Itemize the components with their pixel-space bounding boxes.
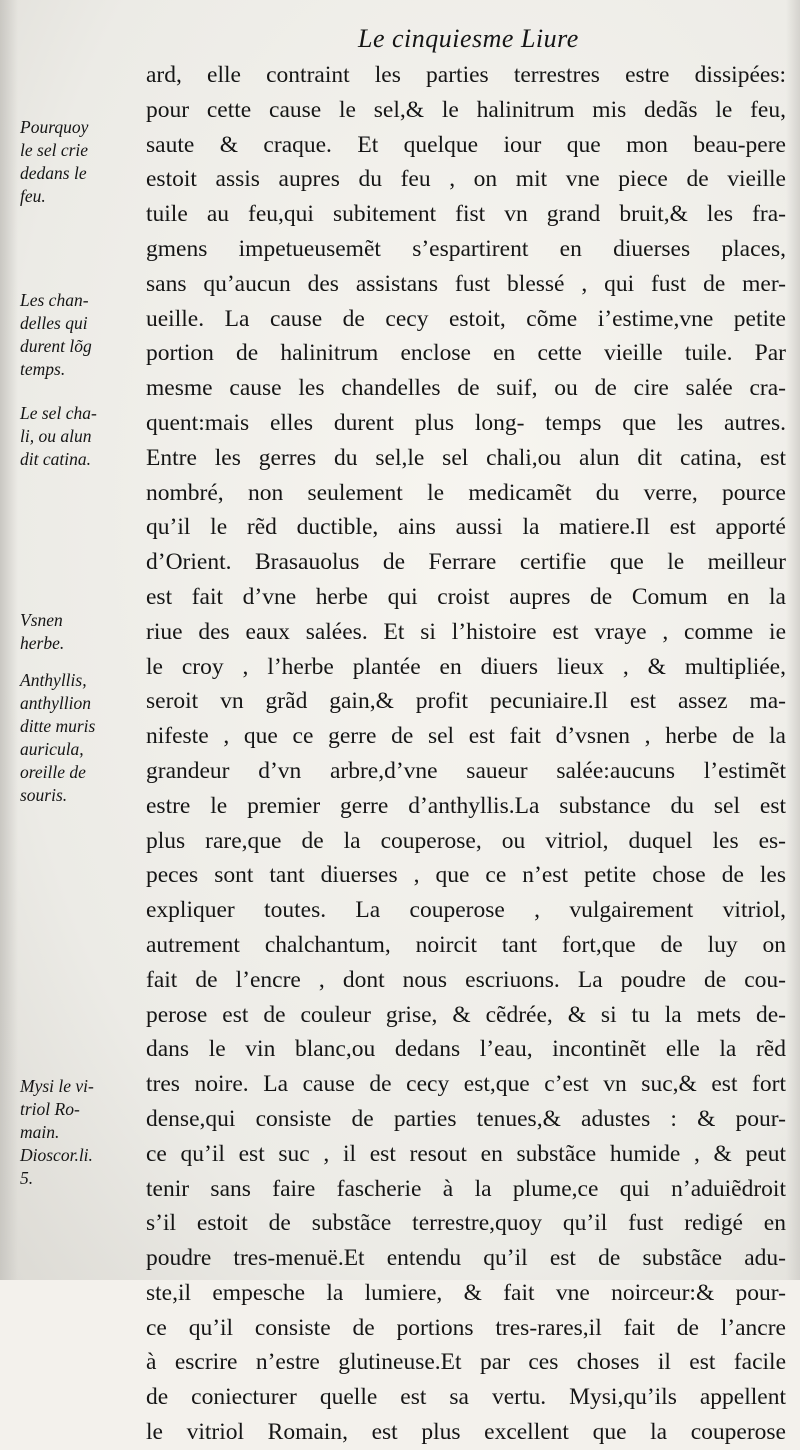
margin-note-line: anthyllion	[20, 693, 91, 713]
text-line: est fait d’vne herbe qui croist aupres de Comum en la	[146, 583, 786, 610]
page-gutter-shadow	[0, 0, 18, 1280]
margin-note-line: Vsnen	[20, 610, 63, 630]
running-title: Le cinquiesme Liure	[358, 24, 579, 53]
margin-note-sel-chali	[20, 402, 97, 471]
margin-note-pourquoy	[20, 116, 88, 208]
text-line: estre le premier gerre d’anthyllis.La substance du sel est	[146, 792, 786, 819]
margin-note-vsnen	[20, 609, 64, 655]
text-line: quent:mais elles durent plus long- temps que les autres.	[146, 409, 786, 436]
text-line: portion de halinitrum enclose en cette vieille tuile. Par	[146, 340, 786, 367]
margin-note-line: triol Ro-	[20, 1099, 80, 1119]
text-line: ueille. La cause de cecy estoit, cõme i’estime,vne petite	[146, 305, 786, 332]
margin-note-mysi	[20, 1075, 94, 1190]
text-line: expliquer toutes. La couperose , vulgairement vitriol,	[146, 897, 786, 924]
text-line: le croy , l’herbe plantée en diuers lieux , & multipliée,	[146, 653, 786, 680]
text-line: Entre les gerres du sel,le sel chali,ou alun dit catina, est	[146, 444, 786, 471]
text-line: d’Orient. Brasauolus de Ferrare certifie que le meilleur	[146, 549, 786, 576]
margin-note-line: Mysi le vi-	[20, 1076, 94, 1096]
text-line: sans qu’aucun des assistans fust blessé , qui fust de mer-	[146, 270, 786, 297]
text-line: tres noire. La cause de cecy est,que c’est vn suc,& est fort	[146, 1071, 786, 1098]
text-line: le vitriol Romain, est plus excellent que la couperose	[146, 1419, 786, 1446]
margin-note-line: main.	[20, 1122, 60, 1142]
text-line: grandeur d’vn arbre,d’vne saueur salée:aucuns l’estimẽt	[146, 757, 786, 784]
text-line: ard, elle contraint les parties terrestres estre dissipées:	[146, 62, 786, 88]
text-line: mesme cause les chandelles de suif, ou de cire salée cra-	[146, 375, 786, 402]
text-line: ce qu’il consiste de portions tres-rares,il fait de l’ancre	[146, 1314, 786, 1341]
margin-note-line: Dioscor.li.	[20, 1145, 93, 1165]
margin-note-line: Le sel cha-	[20, 403, 97, 423]
margin-note-line: feu.	[20, 186, 46, 206]
margin-note-line: Anthyllis,	[20, 670, 87, 690]
text-line: fait de l’encre , dont nous escriuons. La poudre de cou-	[146, 966, 786, 993]
margin-note-line: dit catina.	[20, 449, 91, 469]
margin-note-line: Les chan-	[20, 290, 89, 310]
text-line: riue des eaux salées. Et si l’histoire est vraye , comme ie	[146, 618, 786, 645]
margin-note-line: 5.	[20, 1168, 34, 1188]
page-header	[0, 24, 800, 58]
margin-note-line: dedans le	[20, 163, 87, 183]
text-line: s’il estoit de substãce terrestre,quoy qu’il fust redigé en	[146, 1210, 786, 1237]
text-line: autrement chalchantum, noircit tant fort,que de luy on	[146, 931, 786, 958]
text-line: qu’il le rẽd ductible, ains aussi la matiere.Il est apporté	[146, 514, 786, 541]
text-line: nifeste , que ce gerre de sel est fait d’vsnen , herbe de la	[146, 723, 786, 750]
margin-note-line: durent lõg	[20, 336, 92, 356]
margin-note-line: temps.	[20, 359, 66, 379]
text-line: pour cette cause le sel,& le halinitrum mis dedãs le feu,	[146, 96, 786, 123]
margin-note-line: souris.	[20, 785, 68, 805]
margin-note-line: le sel crie	[20, 140, 89, 160]
text-line: nombré, non seulement le medicamẽt du verre, pource	[146, 479, 786, 506]
margin-note-line: ditte muris	[20, 716, 96, 736]
body-text	[146, 58, 786, 1450]
text-line: de coniecturer quelle est sa vertu. Mysi,qu’ils appellent	[146, 1384, 786, 1411]
margin-note-line: Pourquoy	[20, 117, 89, 137]
text-line: saute & craque. Et quelque iour que mon beau-pere	[146, 131, 786, 158]
margin-note-anthyllis	[20, 669, 95, 807]
text-line: poudre tres-menuë.Et entendu qu’il est de substãce adu-	[146, 1245, 786, 1272]
margin-note-line: li, ou alun	[20, 426, 92, 446]
text-line: perose est de couleur grise, & cẽdrée, & si tu la mets de-	[146, 1001, 786, 1028]
text-line: plus rare,que de la couperose, ou vitriol, duquel les es-	[146, 827, 786, 854]
text-line: tuile au feu,qui subitement fist vn grand bruit,& les fra-	[146, 201, 786, 228]
text-line: à escrire n’estre glutineuse.Et par ces choses il est facile	[146, 1349, 786, 1376]
margin-note-line: oreille de	[20, 762, 86, 782]
text-line: gmens impetueusemẽt s’espartirent en diuerses places,	[146, 235, 786, 262]
text-line: dense,qui consiste de parties tenues,& adustes : & pour-	[146, 1105, 786, 1132]
text-line: ste,il empesche la lumiere, & fait vne noirceur:& pour-	[146, 1279, 786, 1306]
text-line: ce qu’il est suc , il est resout en substãce humide , & peut	[146, 1140, 786, 1167]
margin-note-line: herbe.	[20, 633, 65, 653]
page-edge-shadow	[786, 0, 800, 1280]
margin-note-chandelles	[20, 289, 92, 381]
margin-note-line: delles qui	[20, 313, 88, 333]
text-line: tenir sans faire fascherie à la plume,ce qui n’aduiẽdroit	[146, 1175, 786, 1202]
text-line: peces sont tant diuerses , que ce n’est petite chose de les	[146, 862, 786, 889]
text-line: dans le vin blanc,ou dedans l’eau, incontinẽt elle la rẽd	[146, 1036, 786, 1063]
text-line: estoit assis aupres du feu , on mit vne piece de vieille	[146, 166, 786, 193]
margin-note-line: auricula,	[20, 739, 84, 759]
text-line: seroit vn grãd gain,& profit pecuniaire.Il est assez ma-	[146, 688, 786, 715]
